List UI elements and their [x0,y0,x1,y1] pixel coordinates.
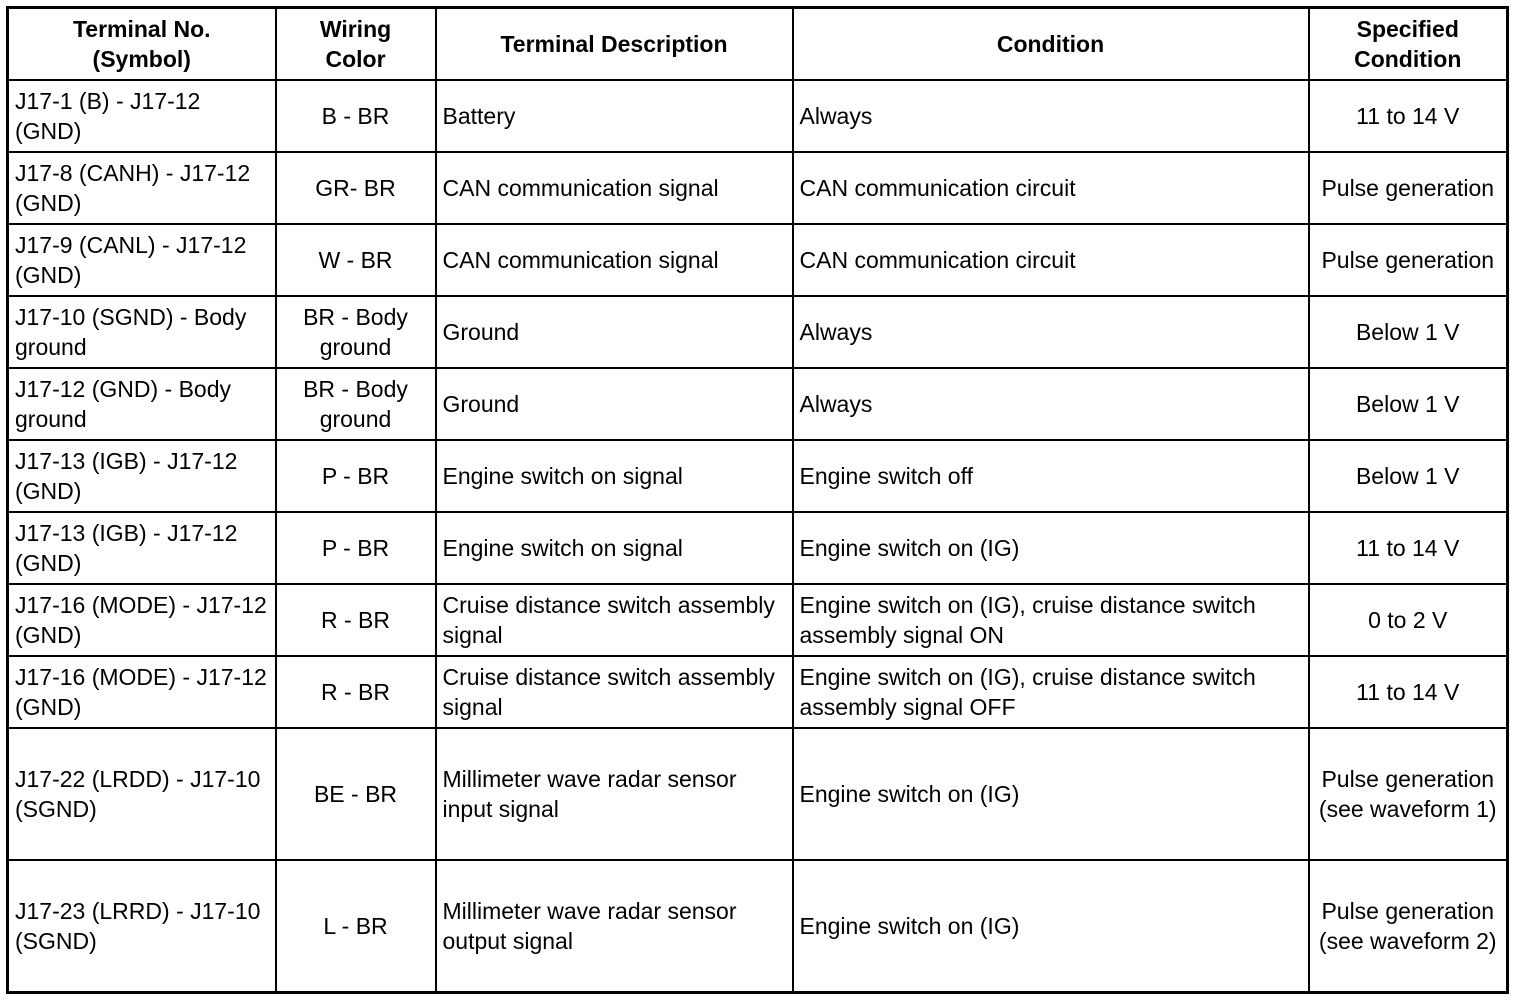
description-cell: Cruise distance switch assembly signal [436,584,793,656]
table-row [8,584,1508,656]
table-row [8,368,1508,440]
condition-cell: Always [793,296,1309,368]
terminal-cell: J17-13 (IGB) - J17-12 (GND) [8,512,276,584]
header-terminal-description: Terminal Description [436,8,793,80]
table-row [8,152,1508,224]
terminal-cell: J17-16 (MODE) - J17-12 (GND) [8,656,276,728]
condition-cell: Always [793,368,1309,440]
description-cell: CAN communication signal [436,224,793,296]
wiring-color-cell: R - BR [276,656,436,728]
condition-cell: Engine switch on (IG) [793,728,1309,860]
table-row [8,440,1508,512]
specified-condition-cell: 11 to 14 V [1309,512,1508,584]
header-row [8,8,1508,80]
condition-cell: CAN communication circuit [793,224,1309,296]
specified-condition-cell: Below 1 V [1309,296,1508,368]
description-cell: Battery [436,80,793,152]
specified-condition-cell: 0 to 2 V [1309,584,1508,656]
terminal-cell: J17-1 (B) - J17-12 (GND) [8,80,276,152]
wiring-color-cell: W - BR [276,224,436,296]
condition-cell: Engine switch on (IG) [793,860,1309,992]
table-row [8,656,1508,728]
terminal-cell: J17-10 (SGND) - Body ground [8,296,276,368]
wiring-color-cell: R - BR [276,584,436,656]
condition-cell: Engine switch on (IG) [793,512,1309,584]
header-terminal: Terminal No. (Symbol) [8,8,276,80]
specified-condition-cell: Pulse generation (see waveform 1) [1309,728,1508,860]
table-row [8,80,1508,152]
table-row [8,860,1508,992]
terminal-cell: J17-23 (LRRD) - J17-10 (SGND) [8,860,276,992]
specified-condition-cell: Pulse generation [1309,152,1508,224]
wiring-color-cell: P - BR [276,512,436,584]
specified-condition-cell: Pulse generation (see waveform 2) [1309,860,1508,992]
specified-condition-cell: 11 to 14 V [1309,80,1508,152]
terminal-cell: J17-16 (MODE) - J17-12 (GND) [8,584,276,656]
condition-cell: Engine switch on (IG), cruise distance switch assembly signal OFF [793,656,1309,728]
terminal-cell: J17-13 (IGB) - J17-12 (GND) [8,440,276,512]
table-row [8,296,1508,368]
table-row [8,224,1508,296]
condition-cell: Engine switch on (IG), cruise distance switch assembly signal ON [793,584,1309,656]
header-wiring-color: Wiring Color [276,8,436,80]
wiring-color-cell: B - BR [276,80,436,152]
condition-cell: Engine switch off [793,440,1309,512]
header-specified-condition: Specified Condition [1309,8,1508,80]
wiring-color-cell: L - BR [276,860,436,992]
description-cell: Millimeter wave radar sensor output signal [436,860,793,992]
header-condition: Condition [793,8,1309,80]
condition-cell: Always [793,80,1309,152]
specified-condition-cell: Pulse generation [1309,224,1508,296]
wiring-color-cell: P - BR [276,440,436,512]
terminal-cell: J17-8 (CANH) - J17-12 (GND) [8,152,276,224]
description-cell: Engine switch on signal [436,440,793,512]
terminal-spec-table [6,6,1509,994]
table-row [8,512,1508,584]
specified-condition-cell: Below 1 V [1309,368,1508,440]
terminal-cell: J17-9 (CANL) - J17-12 (GND) [8,224,276,296]
specified-condition-cell: Below 1 V [1309,440,1508,512]
terminal-cell: J17-12 (GND) - Body ground [8,368,276,440]
terminal-cell: J17-22 (LRDD) - J17-10 (SGND) [8,728,276,860]
description-cell: CAN communication signal [436,152,793,224]
condition-cell: CAN communication circuit [793,152,1309,224]
table-row [8,728,1508,860]
specified-condition-cell: 11 to 14 V [1309,656,1508,728]
wiring-color-cell: BR - Body ground [276,368,436,440]
wiring-color-cell: BR - Body ground [276,296,436,368]
description-cell: Ground [436,296,793,368]
description-cell: Engine switch on signal [436,512,793,584]
wiring-color-cell: BE - BR [276,728,436,860]
description-cell: Ground [436,368,793,440]
description-cell: Cruise distance switch assembly signal [436,656,793,728]
description-cell: Millimeter wave radar sensor input signal [436,728,793,860]
wiring-color-cell: GR- BR [276,152,436,224]
